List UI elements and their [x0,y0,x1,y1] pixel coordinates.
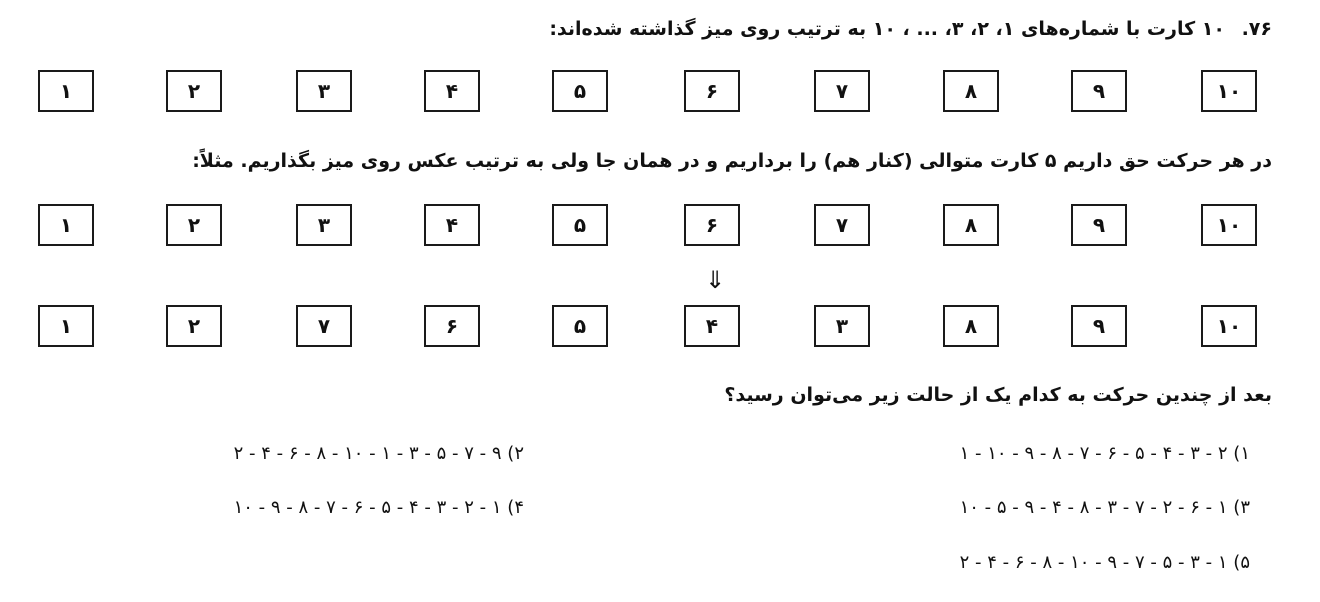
card: ۳ [296,70,352,112]
card: ۹ [1071,204,1127,246]
double-down-arrow-icon: ⇓ [704,266,726,294]
card: ۴ [424,204,480,246]
answer-option-5[interactable]: ۵) ۱ - ۳ - ۵ - ۷ - ۹ - ۱۰ - ۸ - ۶ - ۴ - ۲ [959,552,1250,573]
card: ۳ [814,305,870,347]
answer-option-2[interactable]: ۲) ۹ - ۷ - ۵ - ۳ - ۱ - ۱۰ - ۸ - ۶ - ۴ - ۲ [233,443,524,464]
prompt-line [724,384,1272,406]
card: ۱ [38,70,94,112]
card: ۱۰ [1201,70,1257,112]
card: ۵ [552,70,608,112]
card-row-example-after [0,305,1320,351]
question-number: ۷۶. [1241,18,1272,40]
card: ۵ [552,305,608,347]
card: ۶ [684,70,740,112]
question-rule: در هر حرکت حق داریم ۵ کارت متوالی (کنار هم) را برداریم و در همان جا ولی به ترتیب عکس روی میز بگذاریم. مثلاً: [192,150,1272,172]
card: ۸ [943,204,999,246]
card-row-example-before [0,204,1320,250]
card: ۶ [424,305,480,347]
card: ۵ [552,204,608,246]
card: ۱ [38,305,94,347]
question-intro: ۱۰ کارت با شماره‌های ۱، ۲، ۳، ... ، ۱۰ به ترتیب روی میز گذاشته شده‌اند: [549,18,1225,40]
card-row-initial [0,70,1320,116]
card: ۴ [684,305,740,347]
question-intro-line [549,18,1272,40]
answer-option-4[interactable]: ۴) ۱ - ۲ - ۳ - ۴ - ۵ - ۶ - ۷ - ۸ - ۹ - ۱۰ [233,497,524,518]
rule-line [192,150,1272,172]
card: ۷ [296,305,352,347]
card: ۱ [38,204,94,246]
card: ۸ [943,70,999,112]
question-prompt: بعد از چندین حرکت به کدام یک از حالت زیر می‌توان رسید؟ [724,384,1272,406]
card: ۹ [1071,70,1127,112]
card: ۱۰ [1201,204,1257,246]
card: ۱۰ [1201,305,1257,347]
answer-option-3[interactable]: ۳) ۱ - ۶ - ۲ - ۷ - ۳ - ۸ - ۴ - ۹ - ۵ - ۱۰ [959,497,1250,518]
answer-option-1[interactable]: ۱) ۲ - ۳ - ۴ - ۵ - ۶ - ۷ - ۸ - ۹ - ۱۰ - ۱ [959,443,1250,464]
card: ۲ [166,204,222,246]
card: ۶ [684,204,740,246]
card: ۲ [166,305,222,347]
card: ۷ [814,70,870,112]
card: ۷ [814,204,870,246]
card: ۴ [424,70,480,112]
card: ۲ [166,70,222,112]
card: ۸ [943,305,999,347]
card: ۳ [296,204,352,246]
card: ۹ [1071,305,1127,347]
